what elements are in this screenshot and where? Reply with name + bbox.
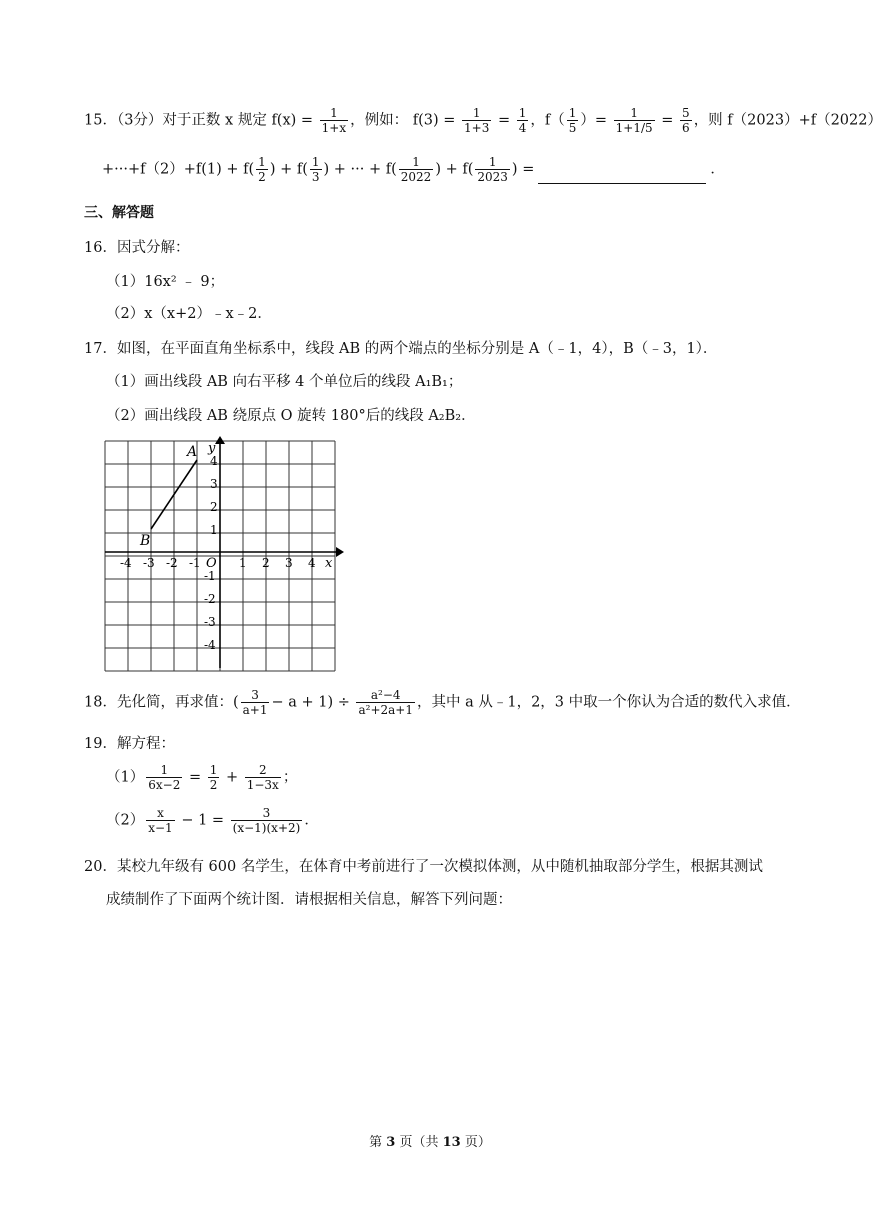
answer-blank[interactable] xyxy=(538,169,706,184)
x-tick-label: -3 xyxy=(143,556,155,570)
fraction: $\frac{x}{x-1}$ xyxy=(148,806,173,835)
y-tick-label: 3 xyxy=(210,477,218,491)
fraction: $\frac{1}{2}$ xyxy=(258,155,266,184)
fraction: $\frac{1}{3}$ xyxy=(311,155,320,184)
x-axis-arrow xyxy=(336,547,344,557)
fraction: $\frac{3}{(x-1)(x+2)}$ xyxy=(232,806,301,835)
q20-line1: 20．某校九年级有 600 名学生，在体育中考前进行了一次模拟体测，从中随机抽取部分学生，根据其测试 xyxy=(84,859,763,875)
y-axis-arrow xyxy=(215,436,225,444)
fraction: $\frac{2}{1-3x}$ xyxy=(246,763,279,792)
q18: 18．先化简，再求值：( $\frac{3}{a+1}$ − a + 1) ÷ $\frac{\text{a²−4}}{\text{a²+2a+1}}$ ，其中 a 从﹣1，2，3 中取一个你认为合适的数代入求值． xyxy=(84,688,801,717)
fraction: $\frac{1}{2023}$ xyxy=(477,155,508,184)
q20-line2: 成绩制作了下面两个统计图．请根据相关信息，解答下列问题： xyxy=(106,892,512,908)
q15-number: 15． xyxy=(84,112,117,129)
fraction: $\frac{5}{6}$ xyxy=(682,106,690,135)
x-tick-label: -4 xyxy=(120,556,132,570)
fraction: $\frac{1}{6x-2}$ xyxy=(148,763,181,792)
y-tick-label: -3 xyxy=(204,615,216,629)
fraction: $\frac{1}{1+3}$ xyxy=(464,106,490,135)
fraction: $\frac{1}{1+1/5}$ xyxy=(615,106,653,135)
q17-part1: （1）画出线段 AB 向右平移 4 个单位后的线段 A₁B₁； xyxy=(106,374,463,390)
x-tick-label: 2 xyxy=(262,556,270,570)
y-tick-label: 4 xyxy=(210,454,218,468)
y-tick-label: -2 xyxy=(204,592,216,606)
section-heading: 三、解答题 xyxy=(84,205,154,221)
y-tick-label: -4 xyxy=(204,638,216,652)
origin-label: O xyxy=(206,556,217,571)
fraction: $\frac{\text{a²−4}}{\text{a²+2a+1}}$ xyxy=(358,688,413,717)
y-axis-label: y xyxy=(208,441,216,456)
q17-title: 17．如图，在平面直角坐标系中，线段 AB 的两个端点的坐标分别是 A（﹣1，4），B（﹣3，1）． xyxy=(84,341,718,357)
point-b-label: B xyxy=(140,533,151,549)
q19-title: 19．解方程： xyxy=(84,736,175,752)
q15-line2: +···+f（2）+f(1) + f( $\frac{1}{2}$ ) + f( $\frac{1}{3}$ ) + ··· + f( $\frac{1}{2022}$ ) + f( $\frac{1}{2023}$ ) = ． xyxy=(102,155,725,184)
q19-part2: （2） $\frac{x}{x-1}$ − 1 = $\frac{3}{(x-1)(x+2)}$ ． xyxy=(106,806,319,835)
y-tick-label: -1 xyxy=(204,569,216,583)
y-tick-label: 1 xyxy=(210,523,218,537)
page-footer: 第 3 页（共 13 页） xyxy=(369,1135,491,1150)
point-a-label: A xyxy=(187,444,198,460)
current-page: 3 xyxy=(386,1135,396,1150)
x-tick-label: 1 xyxy=(239,556,247,570)
x-tick-label: -1 xyxy=(189,556,201,570)
fraction: $\frac{1}{2022}$ xyxy=(400,155,432,184)
q15-line1: 15．（3分）对于正数 x 规定 f(x) = $\frac{1}{1+x}$ ，例如： f(3) = $\frac{1}{1+3}$ = $\frac{1}{4}$ ，f（ $\frac{1}{5}$ ）= $\frac{1}{1+1/5}$ = $\frac{5}{6}$ ，则 f（2023）+f（2022） xyxy=(84,106,882,135)
x-tick-label: 3 xyxy=(285,556,293,570)
fraction: $\frac{1}{5}$ xyxy=(568,106,577,135)
x-tick-label: 4 xyxy=(308,556,316,570)
fraction: $\frac{1}{4}$ xyxy=(518,106,527,135)
q16-title: 16．因式分解： xyxy=(84,240,190,256)
q19-part1: （1） $\frac{1}{6x-2}$ = $\frac{1}{2}$ + $\frac{2}{1-3x}$ ； xyxy=(106,763,298,792)
fraction: $\frac{1}{1+x}$ xyxy=(321,106,347,135)
total-pages: 13 xyxy=(442,1135,461,1150)
fraction: $\frac{1}{2}$ xyxy=(209,763,218,792)
q17-part2: （2）画出线段 AB 绕原点 O 旋转 180°后的线段 A₂B₂． xyxy=(106,408,476,424)
x-tick-label: -2 xyxy=(166,556,178,570)
q16-part2: （2）x（x+2）﹣x﹣2． xyxy=(106,306,272,322)
y-tick-label: 2 xyxy=(210,500,218,514)
q16-part1: （1）16x² ﹣ 9； xyxy=(106,274,225,290)
coordinate-grid xyxy=(100,436,345,672)
fraction: $\frac{3}{a+1}$ xyxy=(242,688,268,717)
x-axis-label: x xyxy=(325,556,333,571)
